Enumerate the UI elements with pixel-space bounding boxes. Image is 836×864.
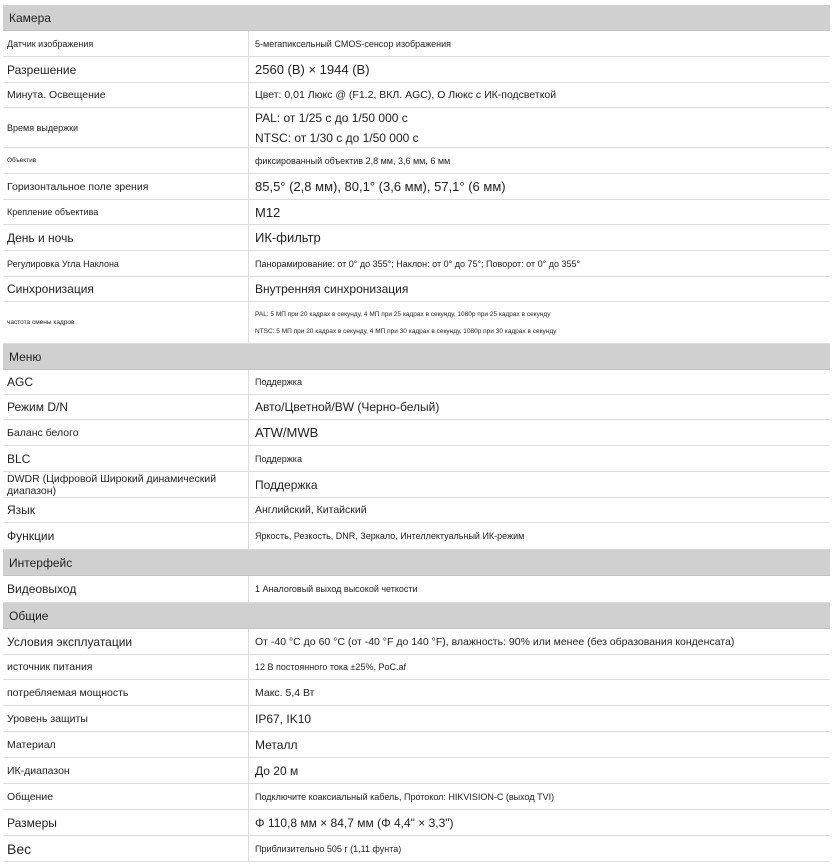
spec-label: частота смены кадров	[3, 302, 249, 343]
spec-row	[3, 370, 830, 395]
spec-value-line: PAL: 5 МП при 20 кадрах в секунду, 4 МП при 25 кадрах в секунду, 1080p при 25 кадрах в секунду	[255, 310, 551, 318]
spec-label: Вес	[3, 836, 249, 861]
spec-value-line: 5-мегапиксельный CMOS-сенсор изображения	[255, 38, 452, 49]
spec-row	[3, 472, 830, 498]
spec-label: Баланс белого	[3, 420, 249, 445]
spec-label: Крепление объектива	[3, 200, 249, 224]
spec-value-line: Макс. 5,4 Вт	[255, 686, 315, 699]
spec-row	[3, 31, 830, 57]
spec-value-line: IP67, IK10	[255, 711, 312, 726]
spec-label: Разрешение	[3, 57, 249, 82]
spec-label: BLC	[3, 446, 249, 471]
spec-row	[3, 810, 830, 836]
spec-label: Время выдержки	[3, 108, 249, 147]
spec-value-line: Яркость, Резкость, DNR, Зеркало, Интеллектуальный ИК-режим	[255, 531, 525, 541]
spec-value	[249, 420, 830, 445]
spec-value-line: Подключите коаксиальный кабель, Протокол: HIKVISION-C (выход TVI)	[255, 791, 555, 802]
spec-value	[249, 370, 830, 394]
spec-row	[3, 174, 830, 200]
section-header: Камера	[3, 5, 830, 31]
spec-value-line: NTSC: 5 МП при 20 кадрах в секунду, 4 МП при 30 кадрах в секунду, 1080p при 30 кадрах в секунду	[255, 327, 557, 335]
spec-value-line: 12 В постоянного тока ±25%, PoC.af	[255, 662, 406, 672]
spec-value	[249, 395, 830, 419]
spec-value	[249, 200, 830, 224]
spec-value-line: Английский, Китайский	[255, 504, 367, 516]
spec-label: ИК-диапазон	[3, 758, 249, 783]
spec-label: Условия эксплуатации	[3, 629, 249, 654]
spec-label: потребляемая мощность	[3, 680, 249, 705]
spec-value-line: ATW/MWB	[255, 425, 319, 440]
section-header: Интерфейс	[3, 550, 830, 576]
spec-value	[249, 732, 830, 757]
spec-row	[3, 706, 830, 732]
spec-value-line: 2560 (В) × 1944 (В)	[255, 62, 370, 77]
spec-row	[3, 148, 830, 174]
spec-row	[3, 446, 830, 472]
spec-value-line: Поддержка	[255, 477, 318, 492]
spec-row	[3, 498, 830, 523]
spec-label: Режим D/N	[3, 395, 249, 419]
spec-row	[3, 680, 830, 706]
spec-value	[249, 758, 830, 783]
spec-label: Регулировка Угла Наклона	[3, 251, 249, 276]
spec-row	[3, 629, 830, 655]
spec-label: Датчик изображения	[3, 31, 249, 56]
spec-value	[249, 57, 830, 82]
spec-row	[3, 57, 830, 83]
spec-value	[249, 174, 830, 199]
spec-row	[3, 225, 830, 251]
spec-label: Материал	[3, 732, 249, 757]
spec-label: Функции	[3, 523, 249, 549]
spec-value-line: Поддержка	[255, 377, 302, 387]
spec-value-line: M12	[255, 204, 281, 220]
spec-value	[249, 251, 830, 276]
spec-row	[3, 836, 830, 862]
spec-value	[249, 836, 830, 861]
spec-label: DWDR (Цифровой Широкий динамический диапазон)	[3, 472, 249, 497]
spec-value-line: Металл	[255, 737, 298, 752]
spec-value	[249, 31, 830, 56]
spec-row	[3, 576, 830, 603]
spec-value	[249, 706, 830, 731]
spec-value	[249, 784, 830, 809]
spec-row	[3, 395, 830, 420]
spec-value-line: PAL: от 1/25 с до 1/50 000 с	[255, 110, 408, 125]
spec-table	[3, 5, 830, 862]
spec-row	[3, 83, 830, 108]
spec-value	[249, 108, 830, 147]
spec-value-line: Цвет: 0,01 Люкс @ (F1.2, ВКЛ. AGC), О Люкс с ИК-подсветкой	[255, 89, 557, 101]
spec-value-line: До 20 м	[255, 763, 299, 778]
spec-row	[3, 108, 830, 148]
spec-value-line: От -40 °C до 60 °C (от -40 °F до 140 °F), влажность: 90% или менее (без образования конденсата)	[255, 635, 735, 648]
spec-value	[249, 225, 830, 250]
spec-label: источник питания	[3, 655, 249, 679]
spec-value	[249, 629, 830, 654]
spec-value	[249, 810, 830, 835]
spec-row	[3, 251, 830, 277]
spec-value	[249, 83, 830, 107]
spec-label: Уровень защиты	[3, 706, 249, 731]
spec-label: Видеовыход	[3, 576, 249, 602]
section-header: Общие	[3, 603, 830, 629]
spec-value-line: Панорамирование: от 0° до 355°; Наклон: от 0° до 75°; Поворот: от 0° до 355°	[255, 258, 581, 269]
spec-label: Общение	[3, 784, 249, 809]
spec-label: Синхронизация	[3, 277, 249, 301]
spec-value-line: Приблизительно 505 г (1,11 фунта)	[255, 843, 402, 854]
spec-row	[3, 758, 830, 784]
spec-value	[249, 446, 830, 471]
spec-value-line: NTSC: от 1/30 с до 1/50 000 с	[255, 130, 419, 145]
spec-value	[249, 148, 830, 173]
spec-row	[3, 277, 830, 302]
spec-value	[249, 498, 830, 522]
spec-value	[249, 523, 830, 549]
spec-label: Объектив	[3, 148, 249, 173]
spec-row	[3, 302, 830, 344]
spec-value	[249, 576, 830, 602]
spec-value-line: 85,5° (2,8 мм), 80,1° (3,6 мм), 57,1° (6 мм)	[255, 179, 506, 194]
spec-value	[249, 680, 830, 705]
spec-label: Язык	[3, 498, 249, 522]
spec-row	[3, 655, 830, 680]
spec-value	[249, 302, 830, 343]
spec-value-line: Авто/Цветной/BW (Черно-белый)	[255, 400, 440, 414]
spec-row	[3, 420, 830, 446]
spec-value	[249, 277, 830, 301]
spec-value-line: Φ 110,8 мм × 84,7 мм (Φ 4,4" × 3,3")	[255, 815, 454, 830]
spec-label: Минута. Освещение	[3, 83, 249, 107]
spec-value-line: 1 Аналоговый выход высокой четкости	[255, 584, 418, 594]
spec-row	[3, 200, 830, 225]
spec-label: День и ночь	[3, 225, 249, 250]
spec-label: AGC	[3, 370, 249, 394]
spec-value-line: ИК-фильтр	[255, 230, 321, 245]
spec-value	[249, 655, 830, 679]
section-header: Меню	[3, 344, 830, 370]
spec-row	[3, 732, 830, 758]
spec-label: Размеры	[3, 810, 249, 835]
spec-row	[3, 523, 830, 550]
spec-row	[3, 784, 830, 810]
spec-value-line: Поддержка	[255, 453, 302, 464]
spec-label: Горизонтальное поле зрения	[3, 174, 249, 199]
spec-value-line: Внутренняя синхронизация	[255, 282, 409, 296]
spec-value	[249, 472, 830, 497]
spec-value-line: фиксированный объектив 2,8 мм, 3,6 мм, 6 мм	[255, 155, 451, 166]
